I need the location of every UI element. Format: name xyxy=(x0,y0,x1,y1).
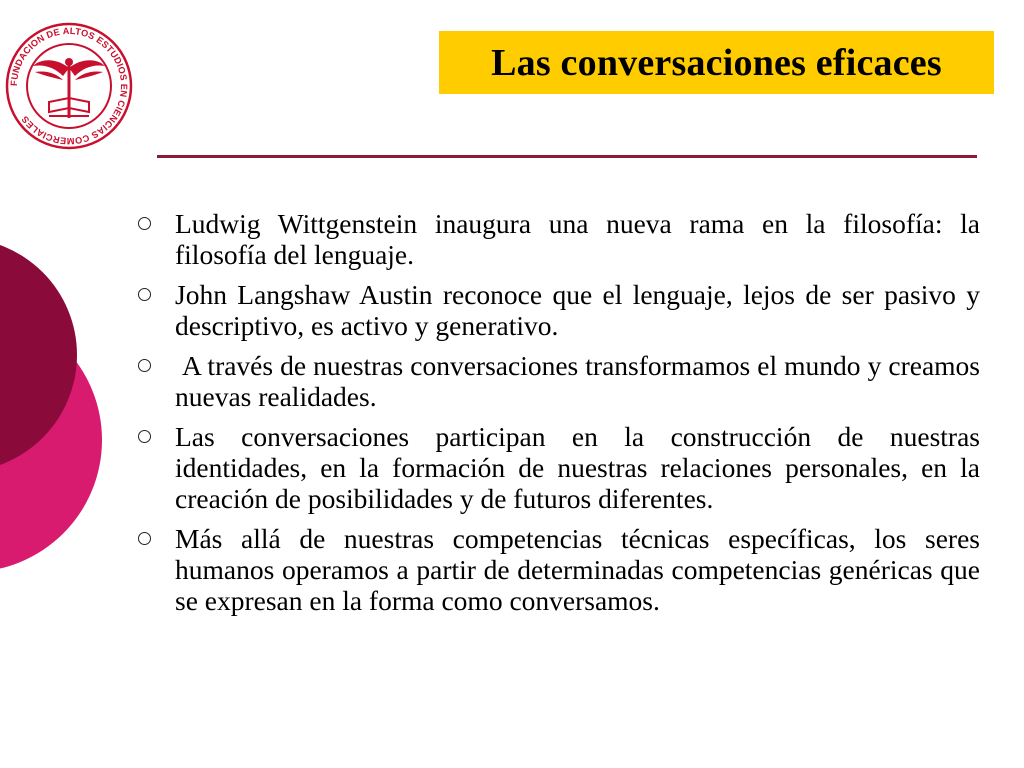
title-banner xyxy=(439,31,994,94)
bullet-text: Más allá de nuestras competencias técnicas específicas, los seres humanos operamos a partir de determinadas competencias genéricas que se expresan en la forma como conversamos. xyxy=(175,523,980,616)
bullet-item xyxy=(138,421,980,514)
hollow-circle-bullet-icon xyxy=(138,217,151,230)
logo-ring-text: FUNDACION DE ALTOS ESTUDIOS EN CIENCIAS COMERCIALES xyxy=(8,25,130,147)
bullet-item xyxy=(138,208,980,270)
title-divider xyxy=(157,155,977,158)
bullet-text: A través de nuestras conversaciones transformamos el mundo y creamos nuevas realidades. xyxy=(175,350,987,412)
bullet-text: Ludwig Wittgenstein inaugura una nueva rama en la filosofía: la filosofía del lenguaje. xyxy=(175,208,980,270)
bullet-item xyxy=(138,523,980,616)
hollow-circle-bullet-icon xyxy=(138,359,151,372)
bullet-item xyxy=(138,279,980,341)
slide-title: Las conversaciones eficaces xyxy=(491,41,942,84)
bullet-text: Las conversaciones participan en la construcción de nuestras identidades, en la formación de nuestras relaciones personales, en la creación de posibilidades y de futuros diferentes. xyxy=(175,421,980,514)
bullet-item xyxy=(138,350,987,412)
bullet-text: John Langshaw Austin reconoce que el lenguaje, lejos de ser pasivo y descriptivo, es activo y generativo. xyxy=(175,279,980,341)
hollow-circle-bullet-icon xyxy=(138,532,151,545)
bullet-list xyxy=(138,208,987,625)
hollow-circle-bullet-icon xyxy=(138,430,151,443)
foundation-logo xyxy=(5,22,133,150)
hollow-circle-bullet-icon xyxy=(138,288,151,301)
